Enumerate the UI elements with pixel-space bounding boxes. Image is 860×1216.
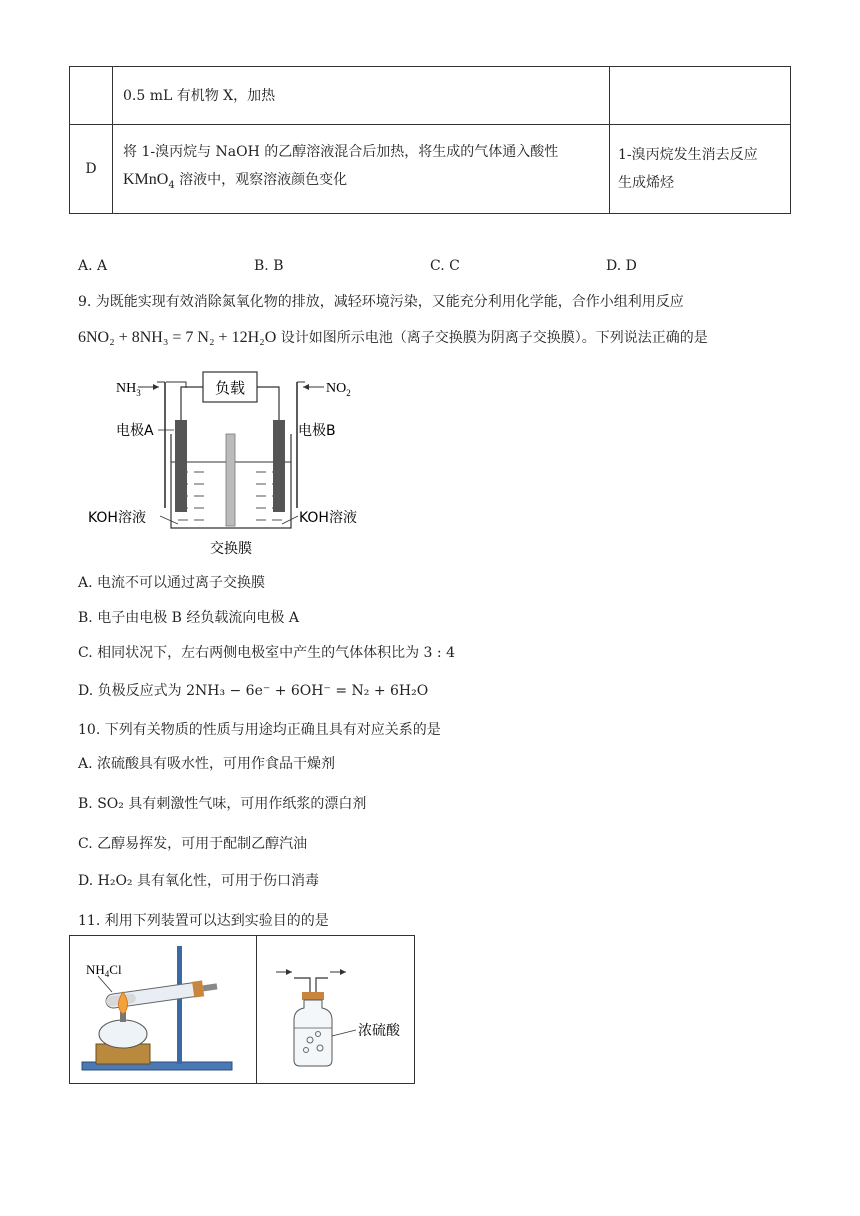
- q9-stem-line1: 9. 为既能实现有效消除氮氧化物的排放，减轻环境污染，又能充分利用化学能，合作小组利用反应: [78, 294, 684, 310]
- electrode-b-label: 电极B: [298, 423, 336, 439]
- conclusion-d-line1: 1-溴丙烷发生消去反应: [618, 147, 758, 163]
- q9-stem-line2: 6NO₂ + 8NH₃ = 7 N₂ + 12H₂O 设计如图所示电池（离子交换膜为阴离子交换膜）。下列说法正确的是: [78, 329, 708, 346]
- electrode-b: [273, 420, 285, 512]
- stopper: [302, 992, 324, 1000]
- q11-apparatus-table: [69, 935, 415, 1084]
- q10-stem: 10. 下列有关物质的性质与用途均正确且具有对应关系的是: [78, 722, 441, 738]
- q9-option-c[interactable]: C. 相同状况下，左右两侧电极室中产生的气体体积比为 3 : 4: [78, 645, 455, 661]
- q10-option-d[interactable]: D. H₂O₂ 具有氧化性，可用于伤口消毒: [78, 873, 319, 889]
- table-cell-conclusion-d: [610, 125, 791, 214]
- q8-option-d[interactable]: D. D: [606, 258, 637, 274]
- table-cell-label-c: [70, 67, 113, 125]
- table-cell-conclusion-c: [610, 67, 791, 125]
- q10-option-b[interactable]: B. SO₂ 具有刺激性气味，可用作纸浆的漂白剂: [78, 796, 367, 812]
- table-cell-procedure-c: 0.5 mL 有机物 X，加热: [113, 67, 610, 125]
- washing-bottle: [294, 1000, 332, 1066]
- q9-equation: 6NO₂ + 8NH₃ = 7 N₂ + 12H₂O: [78, 329, 277, 346]
- q9-option-b[interactable]: B. 电子由电极 B 经负载流向电极 A: [78, 610, 299, 626]
- table-cell-procedure-d: [113, 125, 610, 214]
- exchange-membrane: [226, 434, 235, 526]
- question-8-table: [69, 66, 791, 214]
- q9-option-a[interactable]: A. 电流不可以通过离子交换膜: [78, 575, 266, 591]
- procedure-d-line1: 将 1-溴丙烷与 NaOH 的乙醇溶液混合后加热，将生成的气体通入酸性: [123, 144, 559, 161]
- alcohol-lamp: [99, 1020, 147, 1048]
- nh3-label: $NH_3$: [116, 381, 141, 398]
- electrode-a: [175, 420, 187, 512]
- concentrated-sulfuric-acid-label: 浓硫酸: [358, 1023, 400, 1039]
- load-label: 负载: [214, 379, 246, 397]
- q8-option-a[interactable]: A. A: [78, 258, 108, 274]
- koh-left-label: KOH溶液: [88, 510, 146, 526]
- q8-option-b[interactable]: B. B: [254, 258, 284, 274]
- conclusion-d-line2: 生成烯烃: [618, 175, 674, 191]
- table-cell-label-d: D: [70, 125, 113, 214]
- heating-apparatus: [76, 940, 252, 1078]
- q10-option-a[interactable]: A. 浓硫酸具有吸水性，可用作食品干燥剂: [78, 756, 336, 772]
- nh4cl-label: $NH_4Cl$: [86, 962, 122, 979]
- membrane-label: 交换膜: [210, 541, 252, 557]
- q8-option-c[interactable]: C. C: [430, 258, 460, 274]
- battery-diagram: [86, 368, 376, 560]
- stand-rod: [177, 946, 182, 1064]
- q11-stem: 11. 利用下列装置可以达到实验目的的是: [78, 913, 329, 929]
- electrode-a-label: 电极A: [116, 423, 154, 439]
- koh-right-label: KOH溶液: [299, 510, 357, 526]
- washing-bottle-apparatus: [264, 940, 412, 1078]
- procedure-d-line2: KMnO$_4$ 溶液中，观察溶液颜色变化: [123, 171, 348, 191]
- no2-label: $NO_2$: [326, 381, 351, 398]
- q9-option-d[interactable]: D. 负极反应式为 2NH₃ − 6e⁻ + 6OH⁻ = N₂ + 6H₂O: [78, 683, 429, 699]
- q10-option-c[interactable]: C. 乙醇易挥发，可用于配制乙醇汽油: [78, 836, 308, 852]
